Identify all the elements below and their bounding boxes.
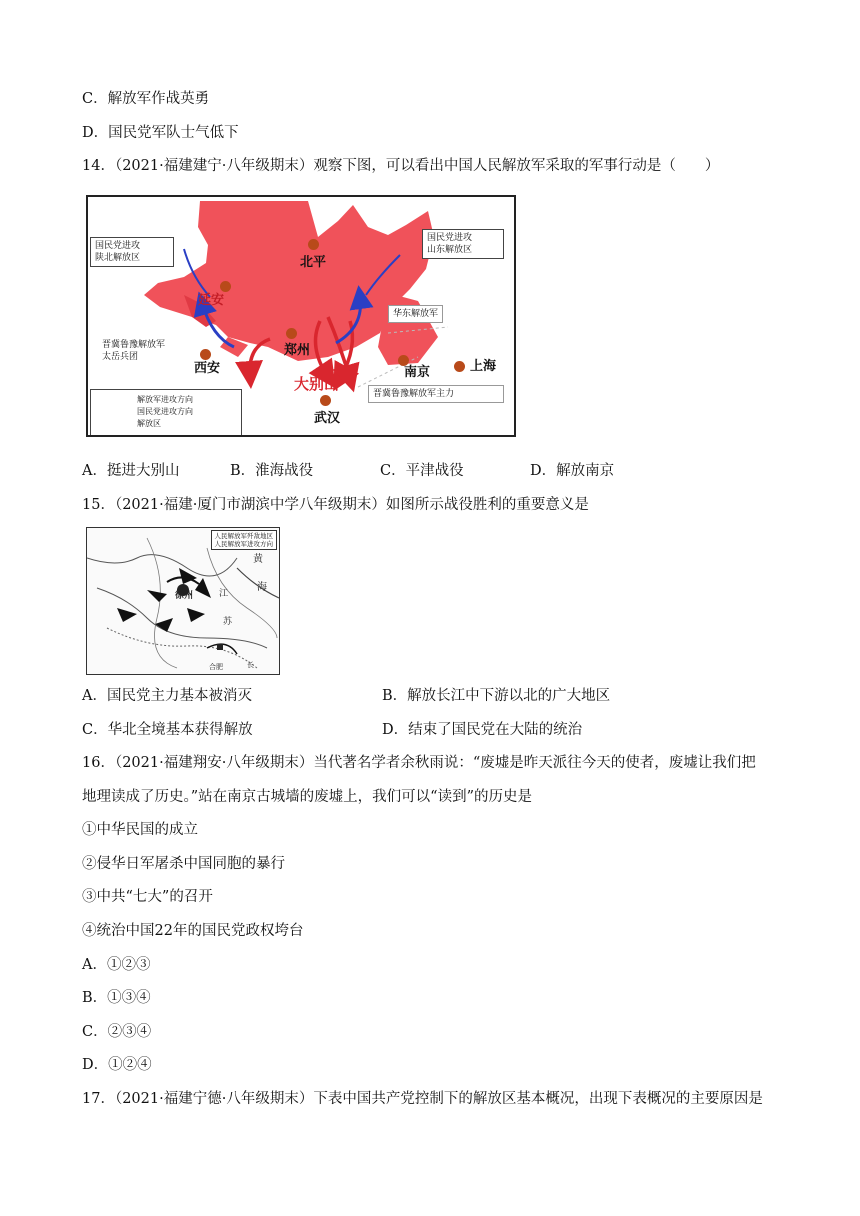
city-beiping: 北平 [300, 255, 327, 270]
legend-attack-direction: 人民解放军进攻方向 [214, 540, 273, 548]
q14-option-c[interactable]: C．平津战役 [380, 463, 464, 479]
q15-options-row2 [82, 720, 782, 740]
label-chang: 长 [247, 661, 254, 669]
q15-option-a[interactable]: A．国民党主力基本被消灭 [82, 688, 252, 704]
label-su: 苏 [223, 617, 233, 627]
q14-stem: 14．（2021·福建建宁·八年级期末）观察下图，可以看出中国人民解放军采取的军事行动是（ ） [82, 158, 720, 174]
q16-option-a[interactable]: A．①②③ [82, 957, 151, 973]
legend-pla: 解放军进攻方向 [137, 395, 193, 404]
huaihai-map-lines [87, 528, 280, 675]
map-dabieshan [86, 195, 516, 437]
label-hai: 海 [257, 582, 267, 593]
legend-destroy-area: 人民解放军歼敌地区 [214, 532, 273, 540]
q16-option-c[interactable]: C．②③④ [82, 1024, 152, 1040]
q15-option-b[interactable]: B．解放长江中下游以北的广大地区 [382, 688, 611, 704]
q14-option-b[interactable]: B．淮海战役 [230, 463, 314, 479]
label-main-force: 晋冀鲁豫解放军主力 [368, 385, 504, 403]
q15-option-d[interactable]: D．结束了国民党在大陆的统治 [382, 722, 583, 738]
q15-options-row1 [82, 686, 782, 706]
q16-item-3: ③中共“七大”的召开 [82, 889, 213, 905]
q16-item-4: ④统治中国22年的国民党政权垮台 [82, 923, 304, 939]
q17-stem: 17．（2021·福建宁德·八年级期末）下表中国共产党控制下的解放区基本概况，出现下表概况的主要原因是 [82, 1091, 763, 1107]
label-huang: 黄 [253, 554, 263, 565]
q14-option-a[interactable]: A．挺进大别山 [82, 463, 180, 479]
q13-option-d: D．国民党军队士气低下 [82, 125, 239, 141]
city-yanan: 延安 [198, 293, 225, 308]
city-xian: 西安 [194, 361, 221, 376]
q14-option-d[interactable]: D．解放南京 [530, 463, 615, 479]
city-nanjing: 南京 [404, 365, 431, 380]
label-huadong-army: 华东解放军 [388, 305, 443, 323]
legend-kmt: 国民党进攻方向 [137, 407, 193, 416]
map-legend [90, 389, 242, 437]
city-xuzhou: 徐州 [175, 591, 194, 601]
label-kmt-attack-shandong: 国民党进攻 山东解放区 [422, 229, 504, 259]
city-dot-zhengzhou [286, 328, 297, 339]
city-dot-shanghai [454, 361, 465, 372]
label-hefei: 合肥 [209, 663, 223, 671]
q15-stem: 15．（2021·福建·厦门市湖滨中学八年级期末）如图所示战役胜利的重要意义是 [82, 497, 589, 513]
city-dot-wuhan [320, 395, 331, 406]
q14-options [82, 461, 782, 481]
city-dabieshan: 大别山 [294, 375, 340, 393]
label-taiyue-corps: 晋冀鲁豫解放军 太岳兵团 [102, 340, 166, 362]
label-kmt-attack-shaanbei: 国民党进攻 陕北解放区 [90, 237, 174, 267]
q16-item-1: ①中华民国的成立 [82, 822, 198, 838]
city-wuhan: 武汉 [314, 411, 341, 426]
q15-option-c[interactable]: C．华北全境基本获得解放 [82, 722, 253, 738]
q16-stem-line2: 地理读成了历史。”站在南京古城墙的废墟上，我们可以“读到”的历史是 [82, 789, 532, 805]
q13-option-c: C．解放军作战英勇 [82, 91, 210, 107]
q16-option-d[interactable]: D．①②④ [82, 1057, 152, 1073]
legend-liberated: 解放区 [137, 419, 161, 428]
q16-stem-line1: 16．（2021·福建翔安·八年级期末）当代著名学者余秋雨说：“废墟是昨天派往今天的使者，废墟让我们把 [82, 755, 756, 771]
q16-option-b[interactable]: B．①③④ [82, 990, 151, 1006]
label-jiang: 江 [219, 589, 229, 599]
city-zhengzhou: 郑州 [284, 343, 311, 358]
map-huaihai [86, 527, 280, 675]
map2-legend [211, 530, 278, 550]
city-dot-beiping [308, 239, 319, 250]
q16-item-2: ②侵华日军屠杀中国同胞的暴行 [82, 856, 285, 872]
city-shanghai: 上海 [470, 359, 497, 374]
